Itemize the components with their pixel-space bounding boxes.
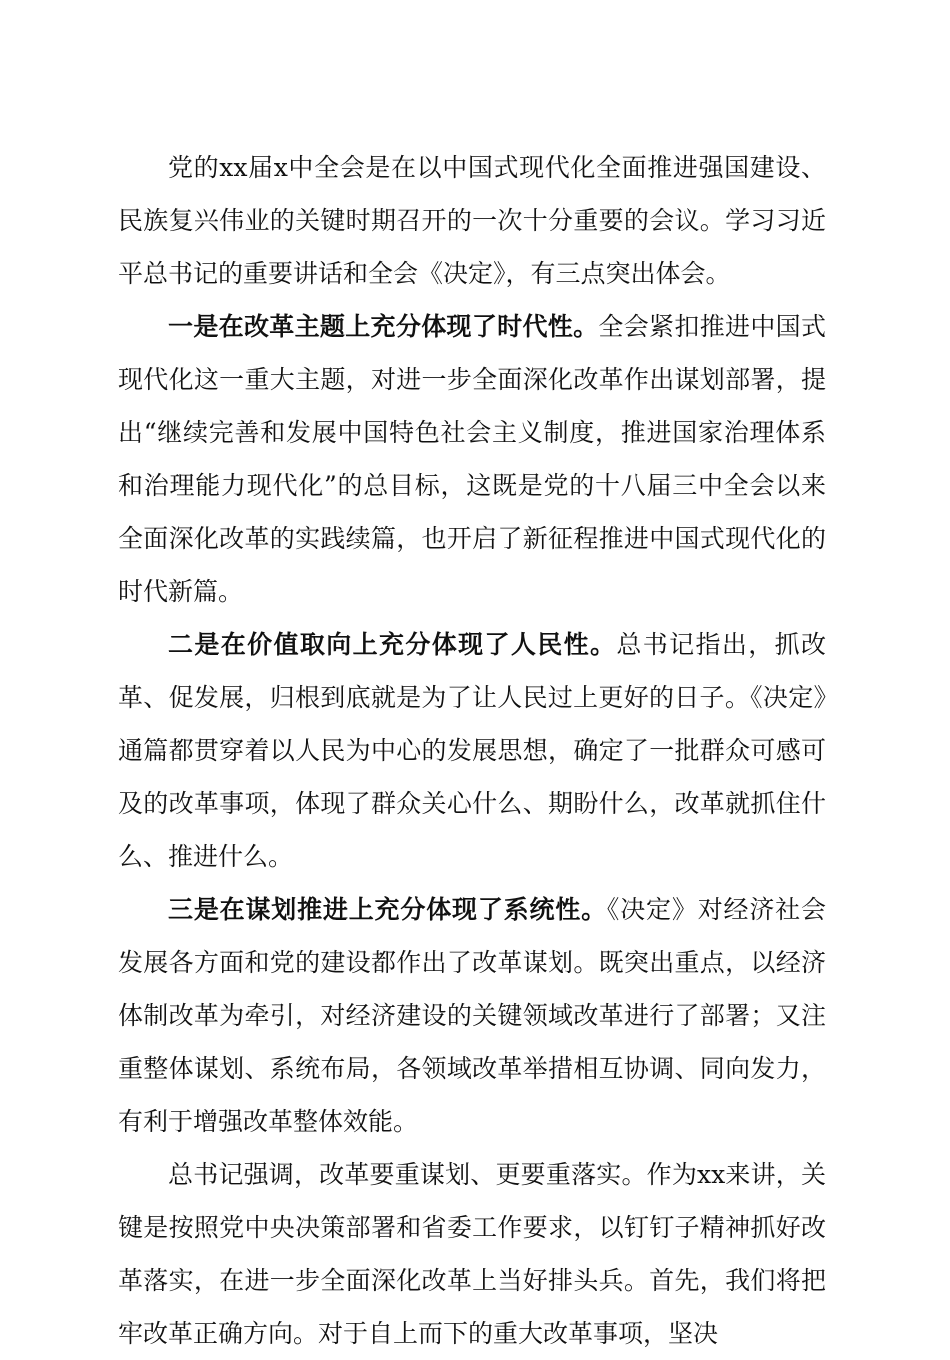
paragraph-implementation (118, 1148, 826, 1360)
paragraph-intro (118, 141, 826, 300)
paragraph-text: 《决定》对经济社会发展各方面和党的建设都作出了改革谋划。既突出重点，以经济体制改革为牵引，对经济建设的关键领域改革进行了部署；又注重整体谋划、系统布局，各领域改革举措相互协调、同向发力，有利于增强改革整体效能。 (118, 895, 826, 1136)
paragraph-point-one (118, 300, 826, 618)
paragraph-lead: 二是在价值取向上充分体现了人民性。 (168, 630, 617, 659)
paragraph-text: 全会紧扣推进中国式现代化这一重大主题，对进一步全面深化改革作出谋划部署，提出“继续完善和发展中国特色社会主义制度，推进国家治理体系和治理能力现代化”的总目标，这既是党的十八届三中全会以来全面深化改革的实践续篇，也开启了新征程推进中国式现代化的时代新篇。 (118, 312, 826, 606)
paragraph-lead: 三是在谋划推进上充分体现了系统性。 (168, 895, 607, 924)
paragraph-lead: 一是在改革主题上充分体现了时代性。 (168, 312, 599, 341)
paragraph-text: 总书记指出，抓改革、促发展，归根到底就是为了让人民过上更好的日子。《决定》通篇都贯穿着以人民为中心的发展思想，确定了一批群众可感可及的改革事项，体现了群众关心什么、期盼什么，改革就抓住什么、推进什么。 (118, 630, 826, 871)
paragraph-point-three (118, 883, 826, 1148)
paragraph-text: 总书记强调，改革要重谋划、更要重落实。作为xx来讲，关键是按照党中央决策部署和省委工作要求，以钉钉子精神抓好改革落实，在进一步全面深化改革上当好排头兵。首先，我们将把牢改革正确方向。对于自上而下的重大改革事项，坚决 (118, 1160, 826, 1348)
paragraph-point-two (118, 618, 826, 883)
document-body (118, 141, 826, 1360)
paragraph-text: 党的xx届x中全会是在以中国式现代化全面推进强国建设、民族复兴伟业的关键时期召开的一次十分重要的会议。学习习近平总书记的重要讲话和全会《决定》，有三点突出体会。 (118, 153, 826, 288)
